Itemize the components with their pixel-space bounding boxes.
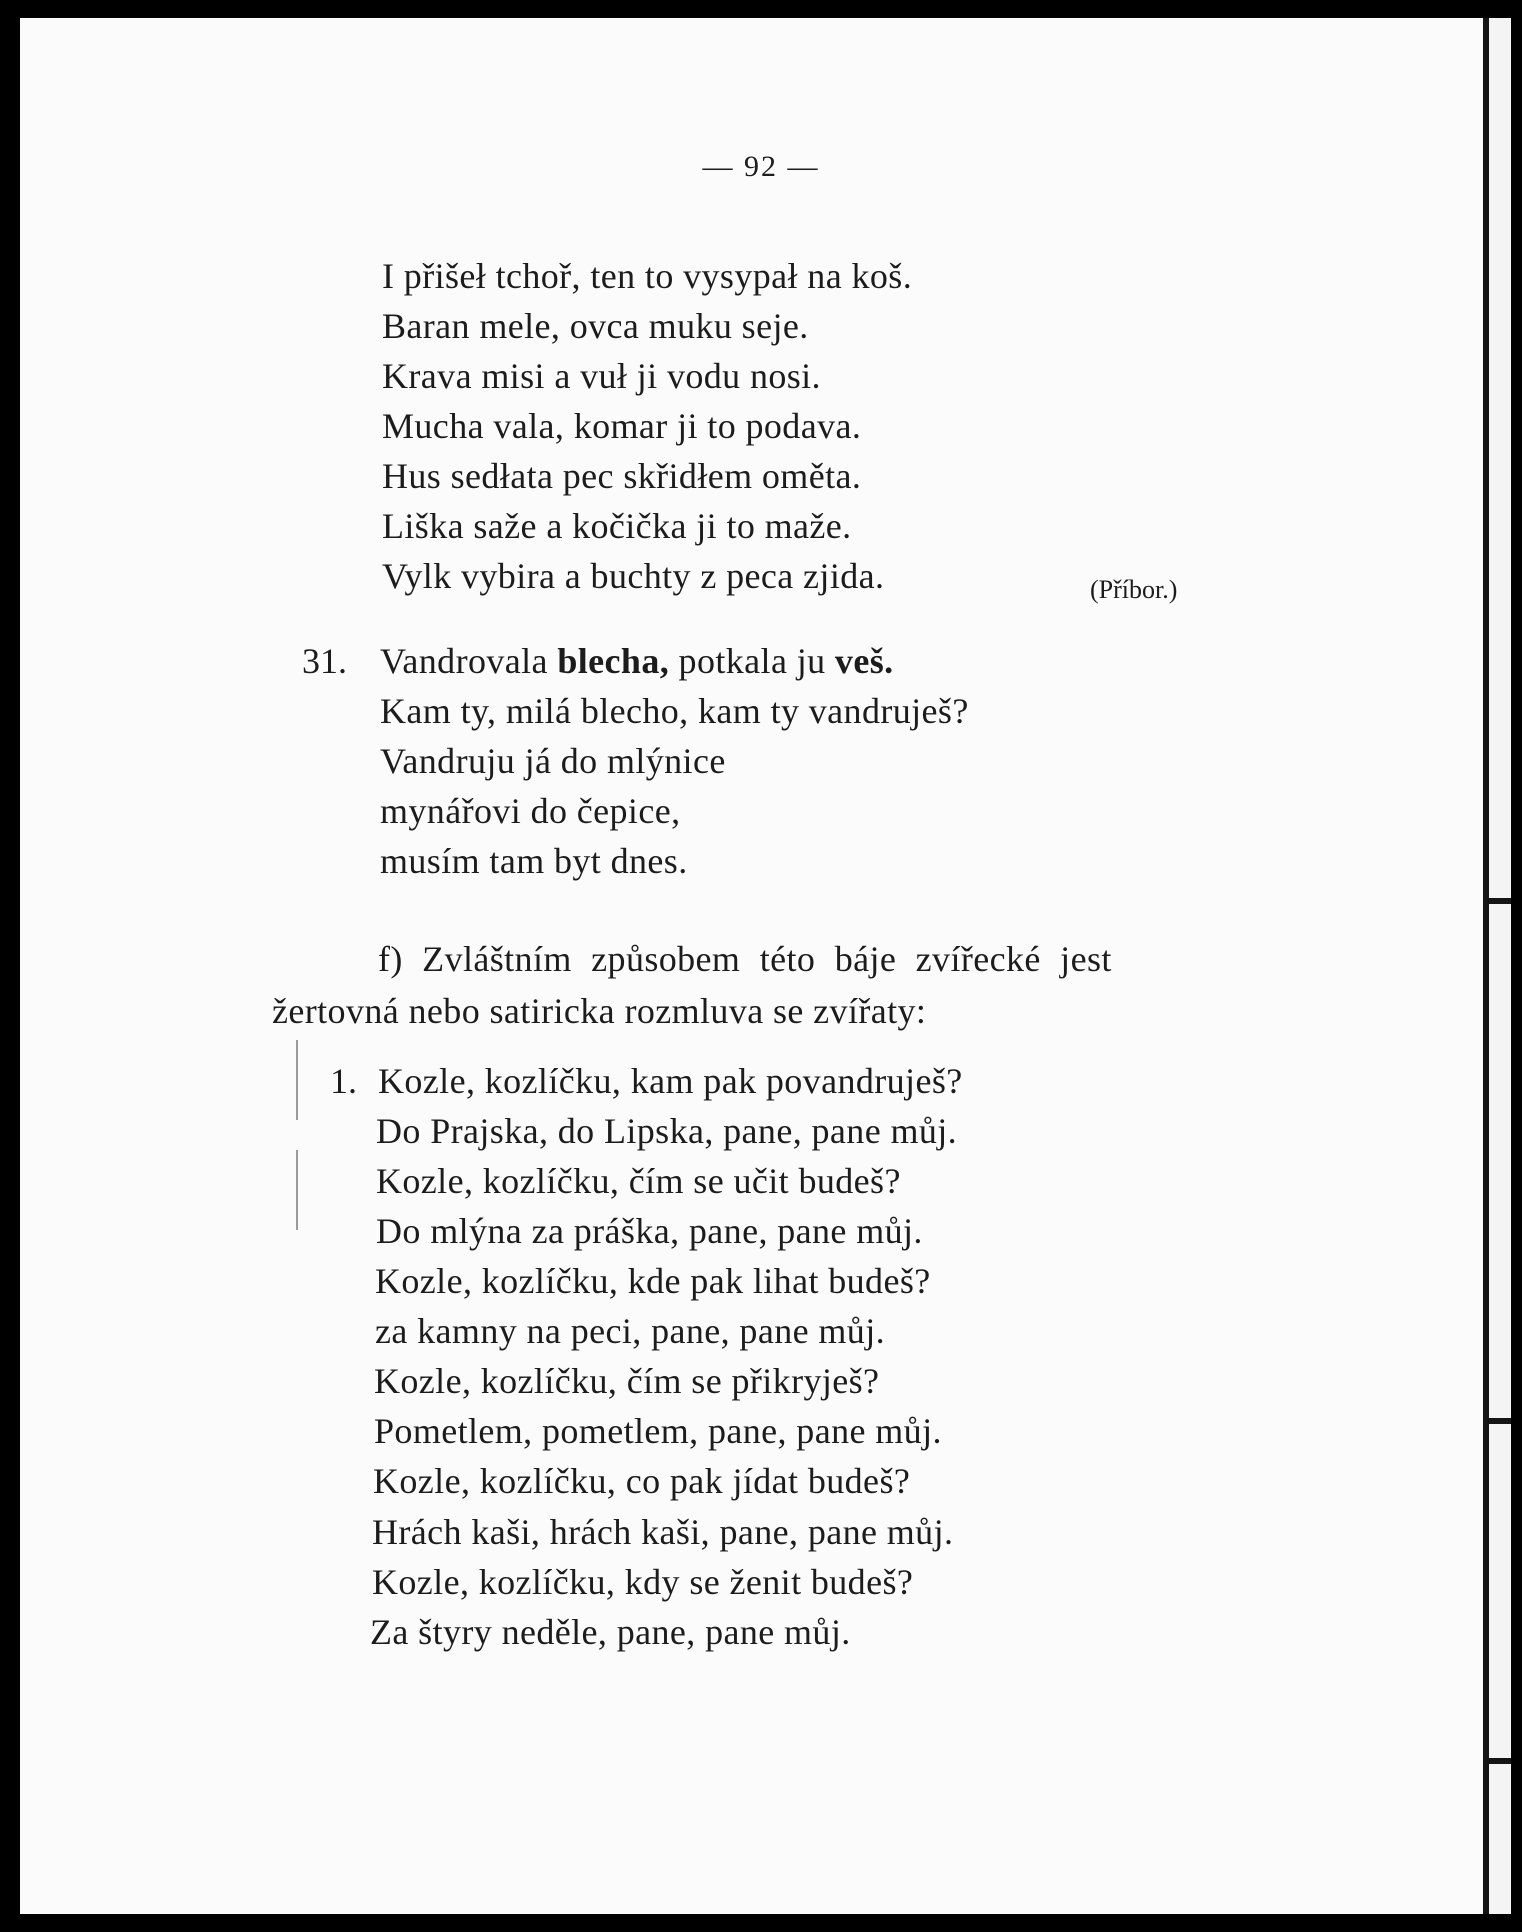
verse-line: Baran mele, ovca muku seje. xyxy=(382,306,809,346)
edge-tick xyxy=(1489,898,1511,904)
verse-line: Krava misi a vuł ji vodu nosi. xyxy=(382,356,821,396)
verse-line: za kamny na peci, pane, pane můj. xyxy=(375,1311,885,1351)
verse-line: Kozle, kozlíčku, kde pak lihat budeš? xyxy=(375,1261,931,1301)
verse-line: Kozle, kozlíčku, čím se učit budeš? xyxy=(376,1161,901,1201)
verse-line: Kozle, kozlíčku, kdy se ženit budeš? xyxy=(372,1562,914,1602)
text-segment: Vandrovala xyxy=(380,641,558,681)
text-segment: potkala ju xyxy=(669,641,835,681)
verse-line: Vandruju já do mlýnice xyxy=(380,741,726,781)
page-number: — 92 — xyxy=(702,150,820,183)
verse-line: Kam ty, milá blecho, kam ty vandruješ? xyxy=(380,691,969,731)
edge-tick xyxy=(1489,1418,1511,1424)
paragraph-line: žertovná nebo satiricka rozmluva se zvířaty: xyxy=(272,991,927,1031)
verse-line: Kozle, kozlíčku, čím se přikryješ? xyxy=(374,1361,880,1401)
verse-line: Kozle, kozlíčku, kam pak povandruješ? xyxy=(378,1061,963,1101)
verse-number: 1. xyxy=(330,1061,357,1101)
paragraph-line: f) Zvláštním způsobem této báje zvířecké jest xyxy=(378,939,1112,979)
place-note: (Příbor.) xyxy=(1090,575,1178,604)
verse-line: Kozle, kozlíčku, co pak jídat budeš? xyxy=(373,1461,911,1501)
margin-mark xyxy=(296,1150,298,1230)
verse-line: Hus sedłata pec skřidłem oměta. xyxy=(382,456,862,496)
verse-line: Hrách kaši, hrách kaši, pane, pane můj. xyxy=(372,1512,954,1552)
verse-line: musím tam byt dnes. xyxy=(380,841,688,881)
verse-number: 31. xyxy=(302,641,347,681)
text-bold: veš. xyxy=(834,641,894,681)
verse-line: Do mlýna za práška, pane, pane můj. xyxy=(376,1211,923,1251)
verse-line: Za štyry neděle, pane, pane můj. xyxy=(370,1612,851,1652)
verse-line: mynářovi do čepice, xyxy=(380,791,681,831)
edge-tick xyxy=(1489,1758,1511,1764)
verse-line: Pometlem, pometlem, pane, pane můj. xyxy=(374,1411,942,1451)
margin-mark xyxy=(296,1040,298,1120)
verse-line: I přišeł tchoř, ten to vysypał na koš. xyxy=(382,256,913,296)
verse-line: Mucha vala, komar ji to podava. xyxy=(382,406,862,446)
verse-line: Do Prajska, do Lipska, pane, pane můj. xyxy=(376,1111,958,1151)
verse-line: Vylk vybira a buchty z peca zjida. xyxy=(382,556,885,596)
verse-line: Liška saže a kočička ji to maže. xyxy=(382,506,852,546)
text-bold: blecha, xyxy=(557,641,670,681)
page-edge xyxy=(1483,18,1511,1914)
verse-line xyxy=(380,636,894,686)
